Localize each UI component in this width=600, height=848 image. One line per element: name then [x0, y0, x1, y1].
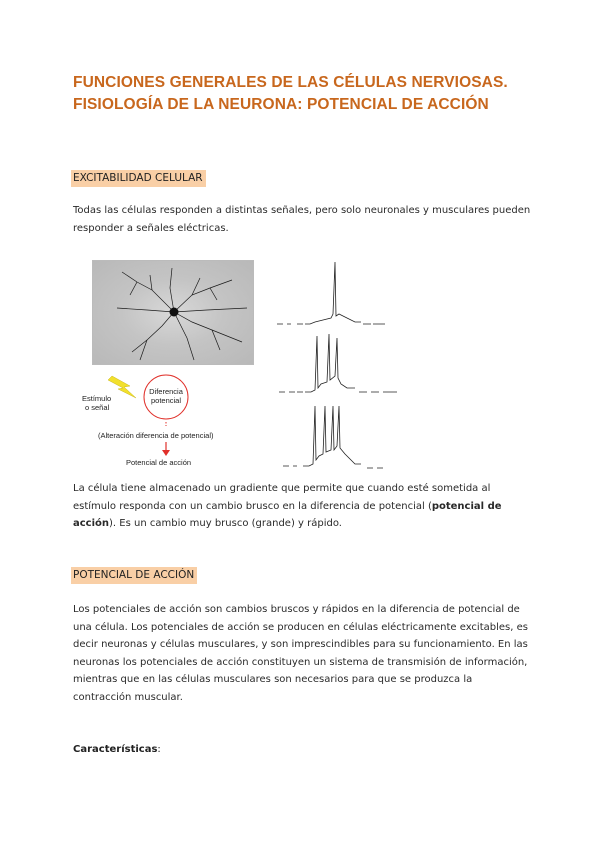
- stimulus-diagram: [80, 372, 260, 472]
- arrow-down-icon: [162, 450, 170, 456]
- stimulus-label-line2: o señal: [85, 403, 110, 412]
- difference-label-line1: Diferencia: [149, 387, 183, 396]
- characteristics-label: Características: [73, 744, 158, 755]
- potencial-accion-bold: potencial de acción: [73, 500, 502, 529]
- gradient-paragraph: [73, 480, 533, 533]
- section-heading-excitabilidad: EXCITABILIDAD CELULAR: [71, 170, 206, 187]
- result-label: Potencial de acción: [126, 458, 192, 467]
- action-potential-traces: [275, 258, 405, 470]
- document-title: FUNCIONES GENERALES DE LAS CÉLULAS NERVIOSAS. FISIOLOGÍA DE LA NEURONA: POTENCIAL DE ACCIÓN: [73, 74, 508, 113]
- gradient-text-part1: La célula tiene almacenado un gradiente que permite que cuando esté sometida al estímulo responda con un cambio brusco en la diferencia de potencial (: [73, 483, 491, 512]
- characteristics-heading: [73, 744, 161, 755]
- section-heading-potencial: POTENCIAL DE ACCIÓN: [71, 567, 197, 584]
- trace-1: [277, 262, 385, 324]
- trace-2: [279, 334, 397, 392]
- gradient-text-part2: ). Es un cambio muy brusco (grande) y rápido.: [109, 518, 342, 529]
- lightning-bolt-icon: [108, 376, 136, 398]
- stimulus-label-line1: Estímulo: [82, 394, 112, 403]
- neuron-photo: [92, 260, 254, 365]
- intro-paragraph: Todas las células responden a distintas señales, pero solo neuronales y musculares pueden responder a señales eléctricas.: [73, 205, 531, 234]
- alteration-label: (Alteración diferencia de potencial): [98, 431, 214, 440]
- trace-3: [283, 406, 383, 468]
- difference-label-line2: potencial: [150, 396, 182, 405]
- potencial-paragraph: Los potenciales de acción son cambios bruscos y rápidos en la diferencia de potencial de una célula. Los potenciales de acción se producen en células eléctricamente excitables, es decir neuronas y células musculares, y son imprescindibles para su funcionamiento. En las neuronas los potenciales de acción constituyen un sistema de transmisión de información, mientras que en las células musculares son necesarios para que se produzca la contracción muscular.: [73, 604, 528, 703]
- characteristics-colon: :: [157, 744, 161, 755]
